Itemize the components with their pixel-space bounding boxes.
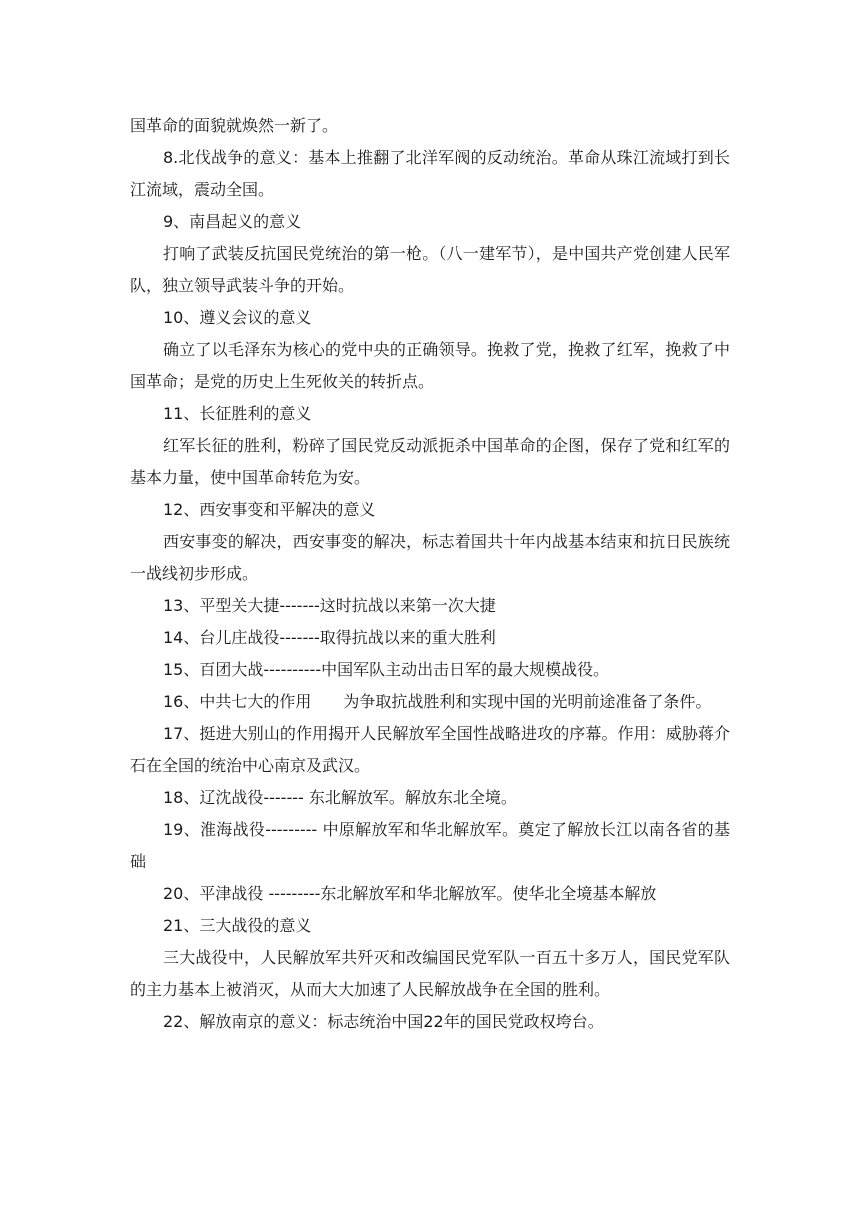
paragraph-nanchang-uprising: 打响了武装反抗国民党统治的第一枪。（八一建军节），是中国共产党创建人民军队，独立领导武装斗争的开始。 (130, 244, 730, 295)
item-dabie-mountains: 17、挺进大别山的作用揭开人民解放军全国性战略进攻的序幕。作用：威胁蒋介石在全国的统治中心南京及武汉。 (130, 724, 730, 775)
paragraph-northern-expedition: 8.北伐战争的意义：基本上推翻了北洋军阀的反动统治。革命从珠江流域打到长江流域，震动全国。 (130, 148, 730, 199)
heading-xian-incident: 12、西安事变和平解决的意义 (163, 500, 376, 519)
heading-nanchang-uprising: 9、南昌起义的意义 (163, 212, 302, 231)
paragraph-zunyi-meeting: 确立了以毛泽东为核心的党中央的正确领导。挽救了党，挽救了红军，挽救了中国革命；是党的历史上生死攸关的转折点。 (130, 340, 730, 391)
item-liaoshen: 18、辽沈战役------- 东北解放军。解放东北全境。 (163, 788, 517, 807)
heading-zunyi-meeting: 10、遵义会议的意义 (163, 308, 312, 327)
paragraph-continuation: 国革命的面貌就焕然一新了。 (130, 116, 339, 135)
item-pingxingguan: 13、平型关大捷-------这时抗战以来第一次大捷 (163, 596, 496, 615)
paragraph-xian-incident: 西安事变的解决，西安事变的解决，标志着国共十年内战基本结束和抗日民族统一战线初步形成。 (130, 532, 730, 583)
document-body (130, 110, 730, 1038)
item-seventh-congress: 16、中共七大的作用 为争取抗战胜利和实现中国的光明前途准备了条件。 (163, 692, 712, 711)
item-liberation-nanjing: 22、解放南京的意义：标志统治中国22年的国民党政权垮台。 (163, 1012, 604, 1031)
paragraph-long-march: 红军长征的胜利，粉碎了国民党反动派扼杀中国革命的企图，保存了党和红军的基本力量，使中国革命转危为安。 (130, 436, 730, 487)
item-huaihai: 19、淮海战役--------- 中原解放军和华北解放军。奠定了解放长江以南各省的基础 (130, 820, 730, 871)
heading-long-march: 11、长征胜利的意义 (163, 404, 312, 423)
item-taierzhuang: 14、台儿庄战役-------取得抗战以来的重大胜利 (163, 628, 496, 647)
item-pingjin: 20、平津战役 ---------东北解放军和华北解放军。使华北全境基本解放 (163, 884, 657, 903)
paragraph-three-campaigns: 三大战役中，人民解放军共歼灭和改编国民党军队一百五十多万人，国民党军队的主力基本上被消灭，从而大大加速了人民解放战争在全国的胜利。 (130, 948, 730, 999)
item-hundred-regiments: 15、百团大战----------中国军队主动出击日军的最大规模战役。 (163, 660, 610, 679)
heading-three-campaigns: 21、三大战役的意义 (163, 916, 312, 935)
